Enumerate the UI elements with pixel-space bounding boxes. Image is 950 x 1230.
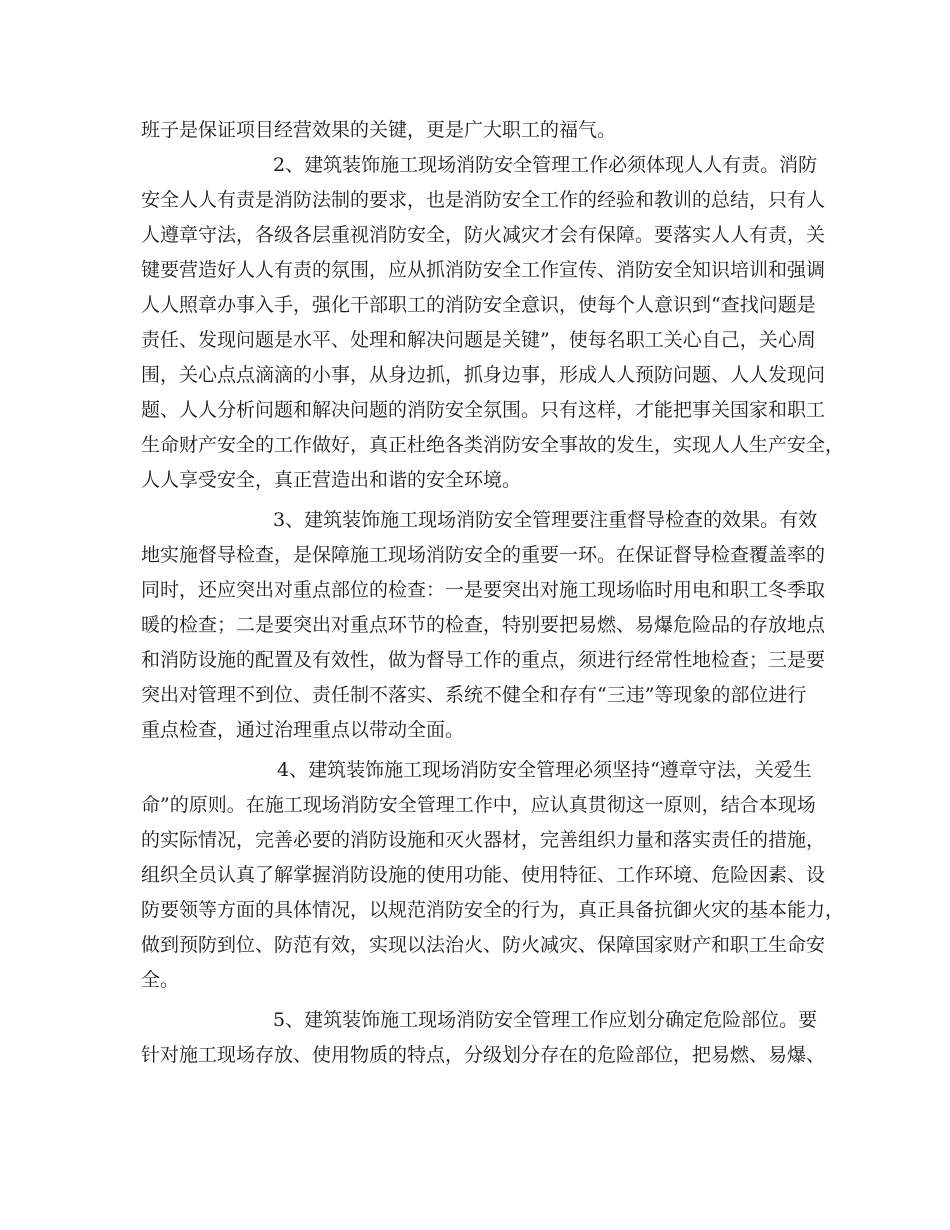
paragraph-2-line: 责任、发现问题是水平、处理和解决问题是关键”，使每名职工关心自己，关心周 [141, 329, 816, 351]
paragraph-3-line: 暖的检查；二是要突出对重点环节的检查，特别要把易燃、易爆危险品的存放地点 [141, 614, 826, 636]
paragraph-4-line: 命”的原则。在施工现场消防安全管理工作中，应认真贯彻这一原则，结合本现场 [141, 794, 816, 816]
paragraph-3-line: 同时，还应突出对重点部位的检查：一是要突出对施工现场临时用电和职工冬季取 [141, 579, 826, 601]
paragraph-4-line: 做到预防到位、防范有效，实现以法治火、防火减灾、保障国家财产和职工生命安 [141, 934, 826, 956]
paragraph-3-line: 和消防设施的配置及有效性，做为督导工作的重点，须进行经常性地检查；三是要 [141, 649, 826, 671]
paragraph-5-line: 针对施工现场存放、使用物质的特点，分级划分存在的危险部位，把易燃、易爆、 [141, 1044, 826, 1066]
paragraph-3-line: 3、建筑装饰施工现场消防安全管理要注重督导检查的效果。有效 [273, 509, 818, 531]
paragraph-2-line: 人人照章办事入手，强化干部职工的消防安全意识，使每个人意识到“查找问题是 [141, 294, 816, 316]
paragraph-4-line: 4、建筑装饰施工现场消防安全管理必须坚持“遵章守法，关爱生 [277, 759, 812, 781]
paragraph-2-line: 人遵章守法，各级各层重视消防安全，防火减灾才会有保障。要落实人人有责，关 [141, 224, 826, 246]
paragraph-2-line: 2、建筑装饰施工现场消防安全管理工作必须体现人人有责。消防 [273, 154, 818, 176]
paragraph-2-line: 围，关心点点滴滴的小事，从身边抓，抓身边事，形成人人预防问题、人人发现问 [141, 364, 826, 386]
paragraph-4-line: 组织全员认真了解掌握消防设施的使用功能、使用特征、工作环境、危险因素、设 [141, 864, 826, 886]
paragraph-4-line: 防要领等方面的具体情况，以规范消防安全的行为，真正具备抗御火灾的基本能力， [141, 899, 845, 921]
paragraph-5-line: 5、建筑装饰施工现场消防安全管理工作应划分确定危险部位。要 [273, 1009, 818, 1031]
paragraph-4-line: 的实际情况，完善必要的消防设施和灭火器材，完善组织力量和落实责任的措施， [141, 829, 826, 851]
paragraph-3-line: 突出对管理不到位、责任制不落实、系统不健全和存有“三违”等现象的部位进行 [141, 684, 807, 706]
paragraph-2-line: 生命财产安全的工作做好，真正杜绝各类消防安全事故的发生，实现人人生产安全， [141, 434, 845, 456]
paragraph-4-line: 全。 [141, 969, 180, 991]
paragraph-3-line: 重点检查，通过治理重点以带动全面。 [141, 719, 465, 741]
paragraph-2-line: 键要营造好人人有责的氛围，应从抓消防安全工作宣传、消防安全知识培训和强调 [141, 259, 826, 281]
intro-line: 班子是保证项目经营效果的关键，更是广大职工的福气。 [141, 119, 617, 141]
paragraph-2-line: 题、人人分析问题和解决问题的消防安全氛围。只有这样，才能把事关国家和职工 [141, 399, 826, 421]
paragraph-2-line: 安全人人有责是消防法制的要求，也是消防安全工作的经验和教训的总结，只有人 [141, 189, 826, 211]
paragraph-2-line: 人人享受安全，真正营造出和谐的安全环境。 [141, 469, 522, 491]
paragraph-3-line: 地实施督导检查，是保障施工现场消防安全的重要一环。在保证督导检查覆盖率的 [141, 544, 826, 566]
